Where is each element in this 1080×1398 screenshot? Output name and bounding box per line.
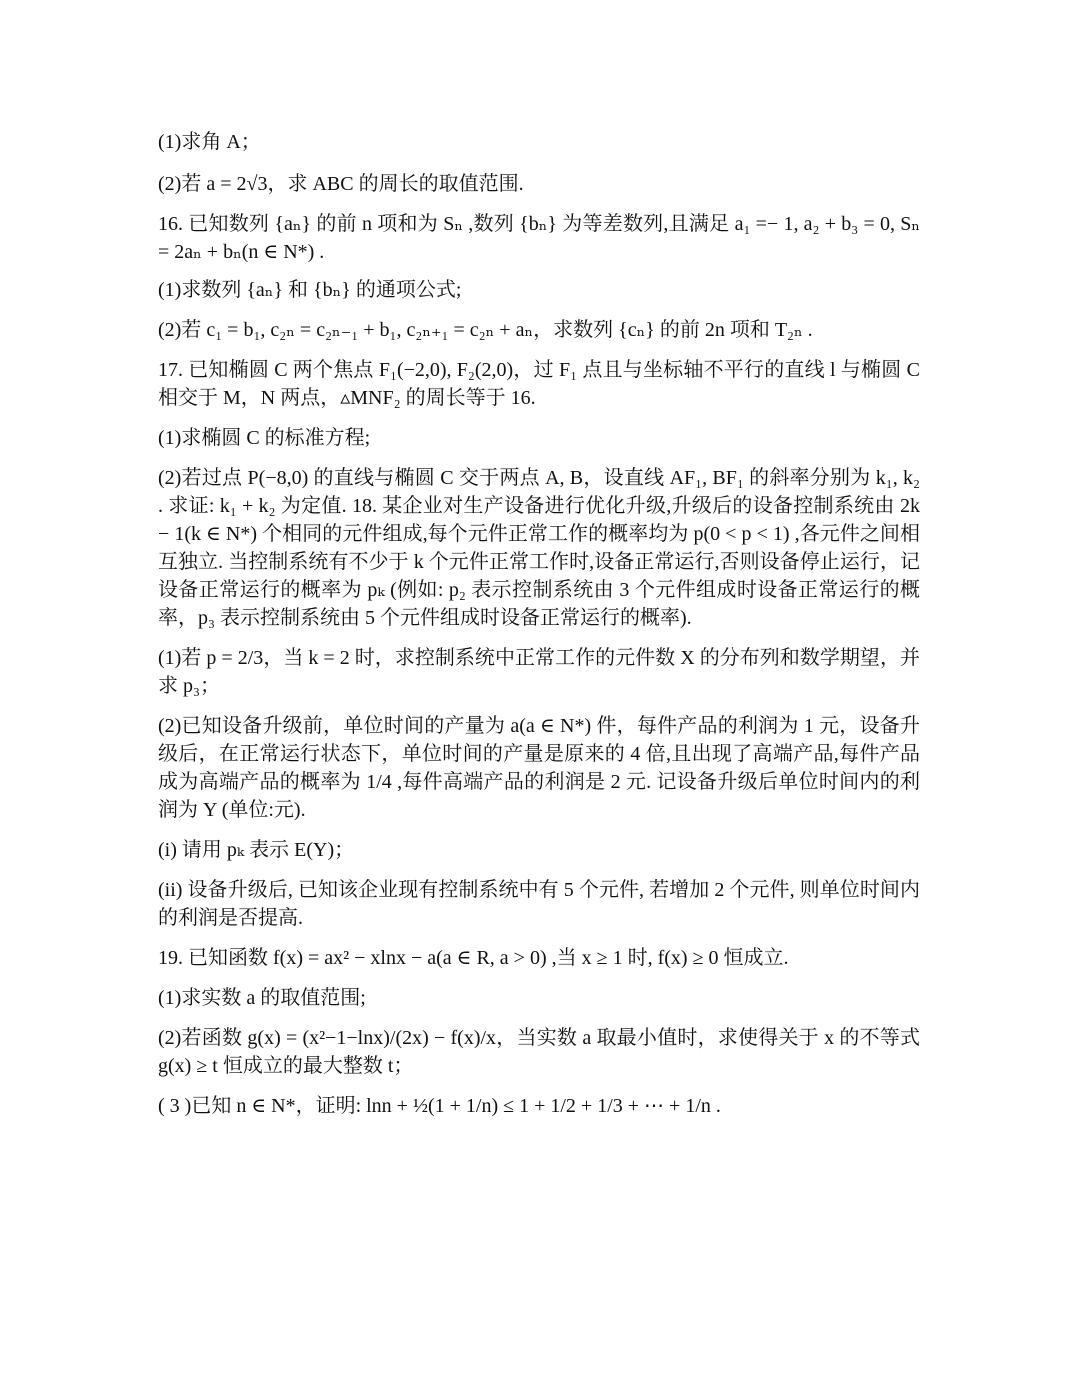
q17-part1: (1)求椭圆 C 的标准方程; <box>158 427 371 449</box>
q16-part2: (2)若 c₁ = b₁, c₂ₙ = c₂ₙ₋₁ + b₁, c₂ₙ₊₁ = c₂ₙ + aₙ，求数列 {cₙ} 的前 2n 项和 T₂ₙ . <box>158 319 813 341</box>
q15-part2: (2)若 a = 2√3，求 ABC 的周长的取值范围. <box>158 173 524 195</box>
document-page <box>158 128 920 1130</box>
q18-part1: (1)若 p = 2/3，当 k = 2 时，求控制系统中正常工作的元件数 X 的分布列和数学期望，并求 p₃； <box>158 647 920 697</box>
q19-stem: 19. 已知函数 f(x) = ax² − xlnx − a(a ∈ R, a > 0) ,当 x ≥ 1 时, f(x) ≥ 0 恒成立. <box>158 947 789 969</box>
q19-part1: (1)求实数 a 的取值范围; <box>158 987 366 1009</box>
q19-part2: (2)若函数 g(x) = (x²−1−lnx)/(2x) − f(x)/x，当实数 a 取最小值时，求使得关于 x 的不等式 g(x) ≥ t 恒成立的最大整数 t； <box>158 1027 920 1077</box>
q18-part2: (2)已知设备升级前，单位时间的产量为 a(a ∈ N*) 件，每件产品的利润为 1 元，设备升级后，在正常运行状态下，单位时间的产量是原来的 4 倍,且出现了高端产品,每件产品成为高端产品的概率为 1/4 ,每件高端产品的利润是 2 元. 记设备升级后单位时间内的利润为 Y (单位:元). <box>158 715 920 821</box>
q18-part2-i: (i) 请用 pₖ 表示 E(Y)； <box>158 839 355 861</box>
q15-part1: (1)求角 A； <box>158 131 261 153</box>
q17-stem: 17. 已知椭圆 C 两个焦点 F₁(−2,0), F₂(2,0)，过 F₁ 点且与坐标轴不平行的直线 l 与椭圆 C 相交于 M，N 两点，▵MNF₂ 的周长等于 16. <box>158 359 920 409</box>
q17-part2-q18-stem: (2)若过点 P(−8,0) 的直线与椭圆 C 交于两点 A, B，设直线 AF₁, BF₁ 的斜率分别为 k₁, k₂ . 求证: k₁ + k₂ 为定值. 18. 某企业对生产设备进行优化升级,升级后的设备控制系统由 2k − 1(k ∈ N*) 个相同的元件组成,每个元件正常工作的概率均为 p(0 < p < 1) ,各元件之间相互独立. 当控制系统有不少于 k 个元件正常工作时,设备正常运行,否则设备停止运行，记设备正常运行的概率为 pₖ (例如: p₂ 表示控制系统由 3 个元件组成时设备正常运行的概率，p₃ 表示控制系统由 5 个元件组成时设备正常运行的概率). <box>158 467 920 629</box>
q16-stem: 16. 已知数列 {aₙ} 的前 n 项和为 Sₙ ,数列 {bₙ} 为等差数列,且满足 a₁ =− 1, a₂ + b₃ = 0, Sₙ = 2aₙ + bₙ(n ∈ N*) . <box>158 213 920 263</box>
q19-part3: ( 3 )已知 n ∈ N*，证明: lnn + ½(1 + 1/n) ≤ 1 + 1/2 + 1/3 + ⋯ + 1/n . <box>158 1095 721 1117</box>
q18-part2-ii: (ii) 设备升级后, 已知该企业现有控制系统中有 5 个元件, 若增加 2 个元件, 则单位时间内的利润是否提高. <box>158 879 920 929</box>
q16-part1: (1)求数列 {aₙ} 和 {bₙ} 的通项公式; <box>158 279 462 301</box>
